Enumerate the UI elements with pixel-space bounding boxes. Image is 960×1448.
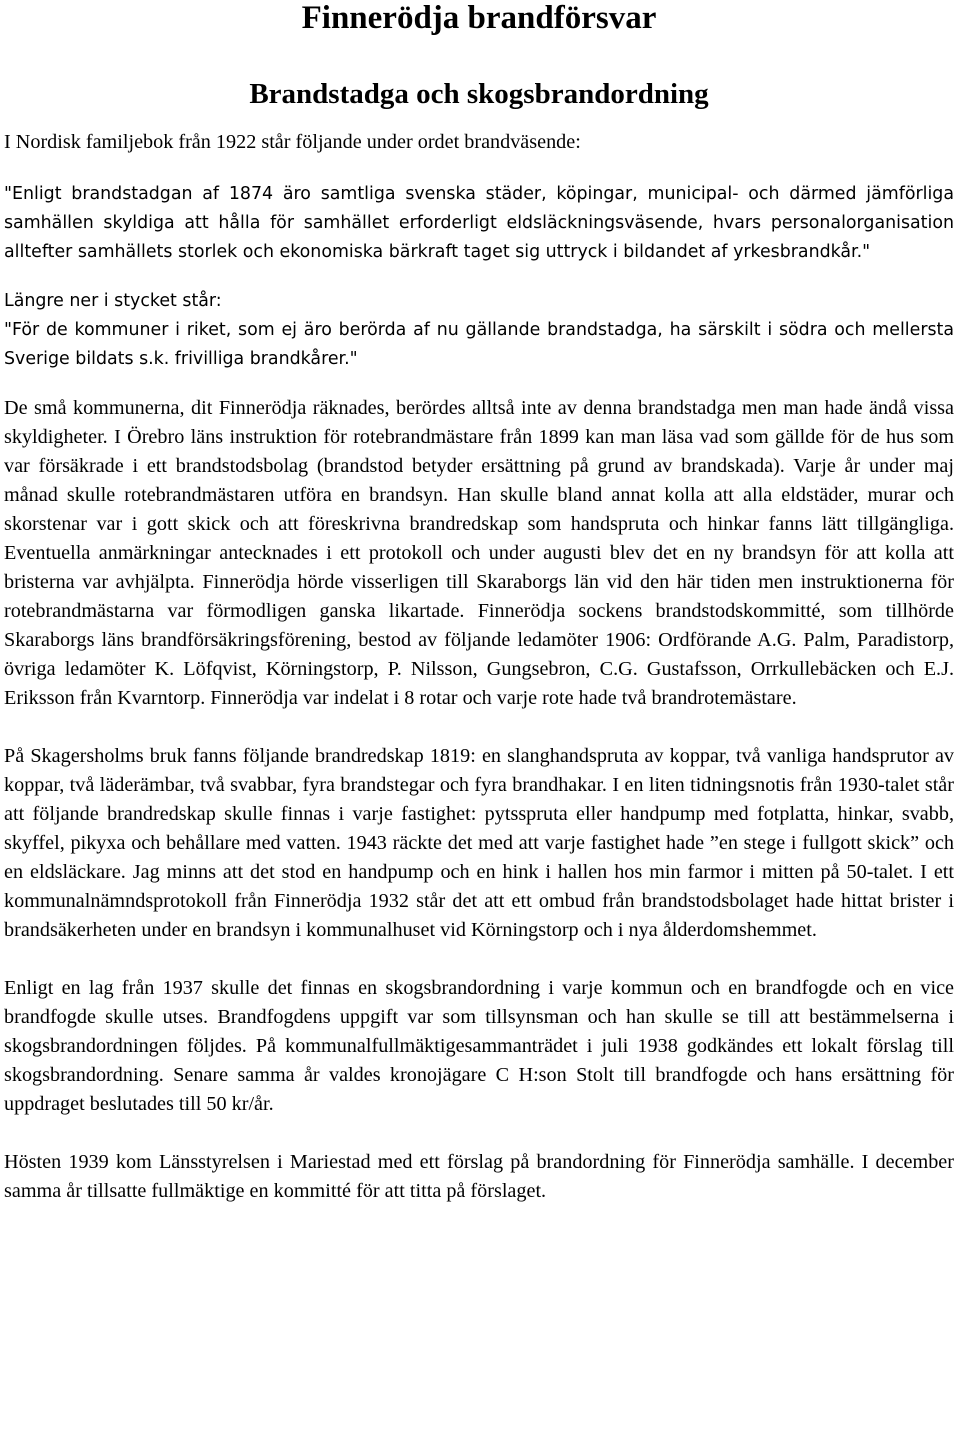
- paragraph-hosten-1939: Hösten 1939 kom Länsstyrelsen i Mariestad med ett förslag på brandordning för Finnerödja samhälle. I december samma år tillsatte fullmäktige en kommitté för att titta på förslaget.: [4, 1151, 954, 1202]
- paragraph-sma-kommunerna: De små kommunerna, dit Finnerödja räknades, berördes alltså inte av denna brandstadga men man hade ändå vissa skyldigheter. I Örebro läns instruktion för rotebrandmästare från 1899 kan man läsa vad som gällde för de hus som var försäkrade i ett brandstodsbolag (brandstod betyder ersättning på grund av brandskada). Varje år under maj månad skulle rotebrandmästaren utföra en brandsyn. Han skulle bland annat kolla att alla eldstäder, murar och skorstenar var i gott skick och att föreskrivna brandredskap som handspruta och hinkar fanns lätt tillgängliga. Eventuella anmärkningar antecknades i ett protokoll och under augusti blev det en ny brandsyn för att kolla att bristerna var avhjälpta. Finnerödja hörde visserligen till Skaraborgs län vid den här tiden men instruktionerna för rotebrandmästarna var förmodligen ganska likartade. Finnerödja sockens brandstodskommitté, som tillhörde Skaraborgs läns brandförsäkringsförening, bestod av följande ledamöter 1906: Ordförande A.G. Palm, Paradistorp, övriga ledamöter K. Löfqvist, Körningstorp, P. Nilsson, Gungsebron, C.G. Gustafsson, Orrkullebäcken och E.J. Eriksson från Kvarntorp. Finnerödja var indelat i 8 rotar och varje rote hade två brandrotemästare.: [4, 397, 954, 709]
- paragraph-intro: I Nordisk familjebok från 1922 står följande under ordet brandväsende:: [4, 131, 581, 153]
- quote-frivilliga-brandkarer: "För de kommuner i riket, som ej äro berörda af nu gällande brandstadga, ha särskilt i södra och mellersta Sverige bildats s.k. frivilliga brandkårer.": [4, 320, 954, 369]
- paragraph-skagersholms-bruk: På Skagersholms bruk fanns följande brandredskap 1819: en slanghandspruta av koppar, två vanliga handsprutor av koppar, två läderämbar, två svabbar, fyra brandstegar och fyra brandhakar. I en liten tidningsnotis från 1930-talet står att följande brandredskap skulle finnas i varje fastighet: pytsspruta eller handpump med fotplatta, hinkar, svabb, skyffel, pikyxa och behållare med vatten. 1943 räckte det med att varje fastighet hade ”en stege i fullgott skick” och en eldsläckare. Jag minns att det stod en handpump och en hink i hallen hos min farmor i mitten på 50-talet. I ett kommunalnämndsprotokoll från Finnerödja 1932 står det att ett ombud från brandstodsbolaget hade hittat brister i brandsäkerheten under en brandsyn i kommunalhuset vid Körningstorp och i nya ålderdomshemmet.: [4, 745, 954, 941]
- paragraph-langre-ner: Längre ner i stycket står:: [4, 291, 222, 311]
- paragraph-lag-1937: Enligt en lag från 1937 skulle det finnas en skogsbrandordning i varje kommun och en brandfogde och en vice brandfogde skulle utses. Brandfogdens uppgift var som tillsynsman och han skulle se till att bestämmelserna i skogsbrandordningen följdes. På kommunalfullmäktigesammanträdet i juli 1938 godkändes ett lokalt förslag till skogsbrandordning. Senare samma år valdes kronojägare C H:son Stolt till brandfogde och hans ersättning för uppdraget beslutades till 50 kr/år.: [4, 977, 954, 1115]
- quote-brandstadgan-1874: "Enligt brandstadgan af 1874 äro samtliga svenska städer, köpingar, municipal- och därmed jämförliga samhällen skyldiga att hålla för samhället erforderligt eldsläckningsväsende, hvars personalorganisation alltefter samhällets storlek och ekonomiska bärkraft taget sig uttryck i bildandet af yrkesbrandkår.": [4, 184, 954, 262]
- document-title: Finnerödja brandförsvar: [301, 0, 657, 36]
- document-subtitle: Brandstadga och skogsbrandordning: [249, 78, 709, 110]
